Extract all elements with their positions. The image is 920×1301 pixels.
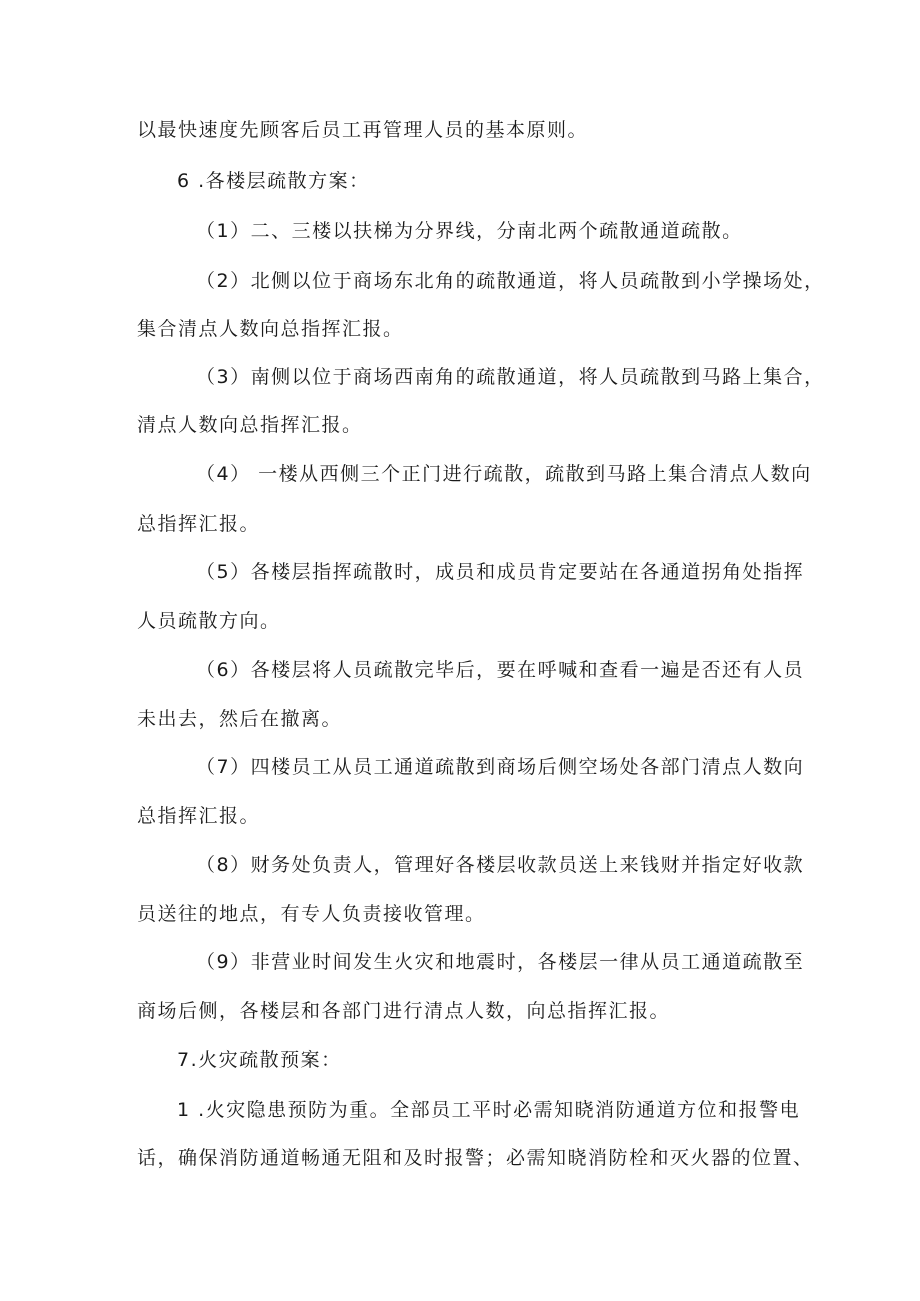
- paragraph-line: 话，确保消防通道畅通无阻和及时报警；必需知晓消防栓和灭火器的位置、: [137, 1147, 814, 1169]
- paragraph-line: 以最快速度先顾客后员工再管理人员的基本原则。: [137, 119, 589, 141]
- paragraph-line: 集合清点人数向总指挥汇报。: [137, 318, 404, 340]
- paragraph-line: 商场后侧，各楼层和各部门进行清点人数，向总指挥汇报。: [137, 1000, 671, 1022]
- list-item: （6）各楼层将人员疏散完毕后，要在呼喊和查看一遍是否还有人员: [196, 659, 805, 681]
- paragraph-line: 清点人数向总指挥汇报。: [137, 414, 363, 436]
- section-heading: 6 .各楼层疏散方案：: [177, 170, 370, 192]
- paragraph-line: 员送往的地点，有专人负责接收管理。: [137, 903, 486, 925]
- list-item: （2）北侧以位于商场东北角的疏散通道，将人员疏散到小学操场处，: [196, 270, 825, 292]
- paragraph-line: 总指挥汇报。: [137, 513, 261, 535]
- list-item: （7）四楼员工从员工通道疏散到商场后侧空场处各部门清点人数向: [196, 756, 805, 778]
- list-item: （3）南侧以位于商场西南角的疏散通道，将人员疏散到马路上集合，: [196, 366, 825, 388]
- list-item: （5）各楼层指挥疏散时，成员和成员肯定要站在各通道拐角处指挥: [196, 561, 805, 583]
- section-heading: 7.火灾疏散预案：: [177, 1049, 342, 1071]
- list-item: （8）财务处负责人，管理好各楼层收款员送上来钱财并指定好收款: [196, 854, 805, 876]
- paragraph-line: 总指挥汇报。: [137, 805, 261, 827]
- list-item: （9）非营业时间发生火灾和地震时，各楼层一律从员工通道疏散至: [196, 951, 805, 973]
- list-item: 1 .火灾隐患预防为重。全部员工平时必需知晓消防通道方位和报警电: [177, 1099, 801, 1121]
- paragraph-line: 人员疏散方向。: [137, 610, 281, 632]
- list-item: （1）二、三楼以扶梯为分界线，分南北两个疏散通道疏散。: [196, 220, 743, 242]
- paragraph-line: 未出去，然后在撤离。: [137, 708, 343, 730]
- list-item: （4） 一楼从西侧三个正门进行疏散，疏散到马路上集合清点人数向: [196, 463, 812, 485]
